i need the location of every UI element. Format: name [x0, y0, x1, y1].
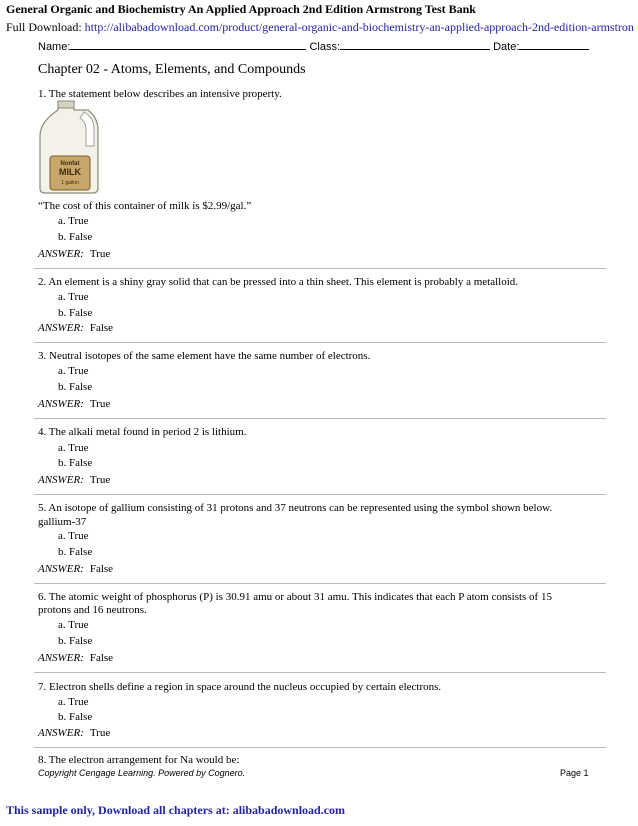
question-text: 8. The electron arrangement for Na would be:	[38, 754, 240, 766]
divider	[34, 672, 606, 673]
name-field[interactable]	[70, 39, 306, 50]
answer-value: True	[89, 474, 111, 486]
milk-jug-image	[36, 100, 106, 196]
class-field[interactable]	[340, 39, 490, 50]
page-number: Page 1	[560, 768, 589, 778]
option-false[interactable]: b. False	[58, 307, 93, 319]
option-true[interactable]: a. True	[58, 442, 89, 454]
answer-label: ANSWER:	[38, 322, 84, 334]
question-text: 2. An element is a shiny gray solid that can be pressed into a thin sheet. This element is probably a metalloid.	[38, 276, 519, 288]
divider	[34, 494, 606, 495]
answer-row	[38, 652, 113, 664]
answer-label: ANSWER:	[38, 563, 84, 575]
name-label: Name:	[38, 41, 71, 53]
answer-row	[38, 398, 110, 410]
answer-label: ANSWER:	[38, 727, 84, 739]
question-text: 6. The atomic weight of phosphorus (P) is 30.91 amu or about 31 amu. This indicates that each P atom consists of 15	[38, 591, 552, 603]
milk-label-line1: Nonfat	[60, 161, 80, 167]
question-text: 7. Electron shells define a region in space around the nucleus occupied by certain electrons.	[38, 681, 442, 693]
option-true[interactable]: a. True	[58, 215, 89, 227]
answer-value: False	[89, 322, 114, 334]
answer-row	[38, 727, 110, 739]
option-true[interactable]: a. True	[58, 696, 89, 708]
question-text: 1. The statement below describes an intensive property.	[38, 88, 282, 100]
option-false[interactable]: b. False	[58, 231, 93, 243]
answer-row	[38, 322, 113, 334]
answer-row	[38, 563, 113, 575]
option-true[interactable]: a. True	[58, 365, 89, 377]
divider	[34, 418, 606, 419]
option-false[interactable]: b. False	[58, 381, 93, 393]
download-notice[interactable]: This sample only, Download all chapters at: alibabadownload.com	[6, 803, 346, 817]
copyright-notice: Copyright Cengage Learning. Powered by Cognero.	[38, 768, 246, 778]
question-text: 3. Neutral isotopes of the same element have the same number of electrons.	[38, 350, 371, 362]
answer-value: True	[89, 248, 111, 260]
milk-label-line2: MILK	[59, 167, 81, 177]
answer-value: True	[89, 398, 111, 410]
chapter-title: Chapter 02 - Atoms, Elements, and Compounds	[38, 62, 306, 77]
answer-row	[38, 248, 110, 260]
answer-row	[38, 474, 110, 486]
download-label: Full Download:	[6, 20, 82, 34]
question-text-continued: protons and 16 neutrons.	[38, 604, 147, 616]
date-field[interactable]	[519, 39, 589, 50]
student-info-bar	[38, 39, 589, 53]
class-label: Class:	[309, 41, 341, 53]
answer-value: False	[89, 563, 114, 575]
date-label: Date:	[493, 41, 520, 53]
divider	[34, 583, 606, 584]
answer-label: ANSWER:	[38, 652, 84, 664]
option-true[interactable]: a. True	[58, 291, 89, 303]
question-text: 4. The alkali metal found in period 2 is lithium.	[38, 426, 247, 438]
milk-label-line3: 1 gallon	[61, 180, 79, 186]
answer-label: ANSWER:	[38, 474, 84, 486]
answer-label: ANSWER:	[38, 398, 84, 410]
divider	[34, 268, 606, 269]
question-text: 5. An isotope of gallium consisting of 31 protons and 37 neutrons can be represented using the symbol shown below.	[38, 502, 553, 514]
option-true[interactable]: a. True	[58, 619, 89, 631]
question-statement: gallium-37	[38, 516, 87, 528]
answer-label: ANSWER:	[38, 248, 84, 260]
option-true[interactable]: a. True	[58, 530, 89, 542]
answer-value: True	[89, 727, 111, 739]
option-false[interactable]: b. False	[58, 457, 93, 469]
answer-value: False	[89, 652, 114, 664]
document-title: General Organic and Biochemistry An Applied Approach 2nd Edition Armstrong Test Bank	[6, 2, 476, 16]
divider	[34, 747, 606, 748]
option-false[interactable]: b. False	[58, 635, 93, 647]
download-line	[6, 20, 634, 35]
option-false[interactable]: b. False	[58, 546, 93, 558]
option-false[interactable]: b. False	[58, 711, 93, 723]
question-statement: “The cost of this container of milk is $2.99/gal.”	[38, 200, 252, 212]
download-link[interactable]: http://alibabadownload.com/product/general-organic-and-biochemistry-an-applied-approach-2nd-edition-armstron	[84, 20, 634, 34]
divider	[34, 342, 606, 343]
